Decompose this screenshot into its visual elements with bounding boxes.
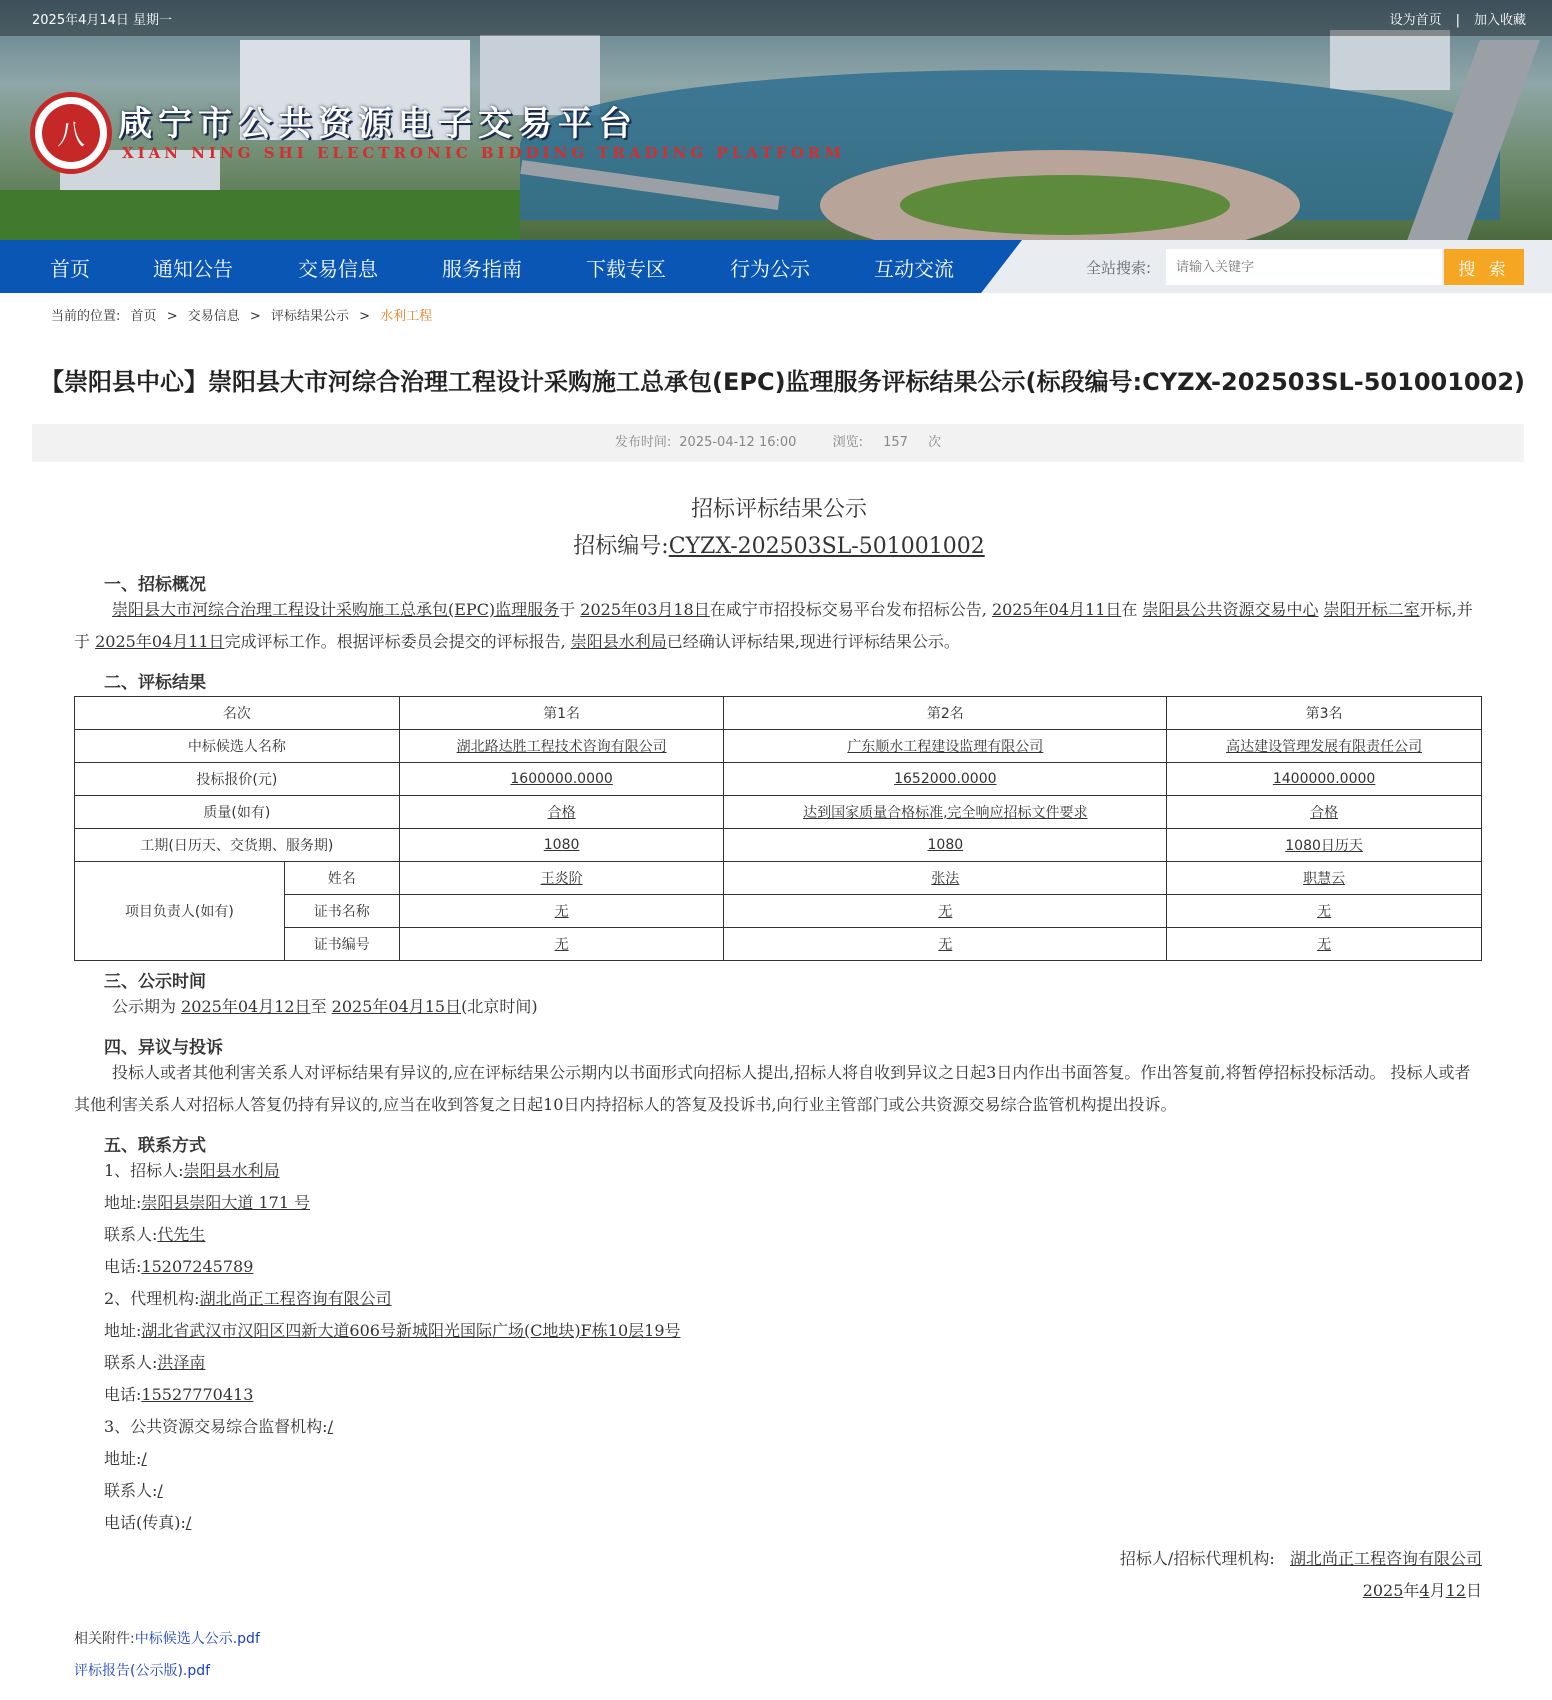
contact-label: 3、公共资源交易综合监督机构:: [104, 1417, 328, 1436]
contact-value: 15527770413: [141, 1385, 254, 1404]
breadcrumb-water-projects[interactable]: 水利工程: [380, 309, 433, 324]
table-header: 第2名: [724, 697, 1167, 730]
publish-time: 2025-04-12 16:00: [679, 435, 797, 450]
contact-label: 电话(传真):: [104, 1513, 186, 1532]
contact-label: 电话:: [104, 1385, 142, 1404]
text: 完成评标工作。根据评标委员会提交的评标报告,: [224, 632, 566, 651]
top-bar: [0, 0, 1552, 36]
set-home-link[interactable]: 设为首页: [1389, 13, 1442, 28]
top-links-separator: |: [1455, 13, 1460, 28]
doc-code-value: CYZX-202503SL-501001002: [668, 534, 985, 559]
table-row: [75, 895, 1482, 928]
table-header: 第1名: [399, 697, 724, 730]
row-label: 工期(日历天、交货期、服务期): [75, 829, 400, 862]
doc-code-label: 招标编号:: [573, 534, 669, 559]
contact-value: /: [157, 1481, 163, 1500]
nav-item-service-guide[interactable]: 服务指南: [442, 257, 522, 281]
site-logo[interactable]: [30, 92, 112, 174]
contact-label: 地址:: [104, 1193, 142, 1212]
text: 公示期为: [112, 997, 177, 1016]
section-heading: 三、公示时间: [104, 972, 206, 992]
nav-item-interaction[interactable]: 互动交流: [874, 257, 954, 281]
banner-plaza-lawn: [900, 175, 1230, 235]
doc-heading: 招标评标结果公示: [690, 497, 867, 522]
row-sublabel: 证书编号: [284, 928, 399, 961]
attachment-link-report[interactable]: 评标报告(公示版).pdf: [74, 1663, 211, 1679]
contact-label: 联系人:: [104, 1225, 158, 1244]
search-input[interactable]: [1166, 249, 1442, 285]
breadcrumb-label: 当前的位置:: [51, 309, 121, 324]
text: 在咸宁市招投标交易平台发布招标公告,: [709, 600, 987, 619]
banner-building: [1330, 30, 1450, 90]
main-nav: [0, 240, 1552, 293]
contact-line: [104, 1347, 1484, 1379]
date-month: 4: [1419, 1581, 1430, 1600]
table-cell: 1080: [724, 829, 1167, 862]
breadcrumb-eval-results[interactable]: 评标结果公示: [270, 309, 349, 324]
contact-line: [104, 1219, 1484, 1251]
results-table: [74, 696, 1482, 961]
notice-period: [74, 991, 1484, 1023]
search-button[interactable]: 搜 索: [1444, 249, 1524, 285]
contact-line: [104, 1507, 1484, 1539]
contact-line: [104, 1283, 1484, 1315]
contact-line: [104, 1443, 1484, 1475]
period-end: 2025年04月15日: [331, 997, 462, 1016]
table-header: 名次: [75, 697, 400, 730]
contact-value: 崇阳县崇阳大道 171 号: [141, 1193, 311, 1212]
open-place: 崇阳县公共资源交易中心: [1142, 600, 1319, 619]
contact-line: [104, 1379, 1484, 1411]
contact-value: /: [185, 1513, 192, 1532]
table-cell: 无: [399, 895, 724, 928]
banner-greenery: [0, 190, 520, 240]
text: 年: [1403, 1581, 1420, 1600]
table-row: [75, 829, 1482, 862]
add-favorite-link[interactable]: 加入收藏: [1473, 13, 1526, 28]
table-cell: 1080日历天: [1167, 829, 1482, 862]
text: 日: [1465, 1581, 1482, 1600]
nav-item-conduct[interactable]: 行为公示: [730, 257, 810, 281]
contact-label: 地址:: [104, 1449, 142, 1468]
signature: [74, 1543, 1484, 1607]
contact-line: [104, 1315, 1484, 1347]
row-label: 投标报价(元): [75, 763, 400, 796]
table-cell: 职慧云: [1167, 862, 1482, 895]
breadcrumb-sep: >: [166, 309, 178, 324]
contact-label: 地址:: [104, 1321, 142, 1340]
table-cell: 1600000.0000: [399, 763, 724, 796]
contact-value: 崇阳县水利局: [183, 1161, 280, 1180]
site-subtitle: XIAN NING SHI ELECTRONIC BIDDING TRADING PLATFORM: [122, 144, 845, 162]
breadcrumb-sep: >: [359, 309, 370, 324]
table-cell: 王炎阶: [399, 862, 724, 895]
views-unit: 次: [928, 435, 942, 450]
contact-label: 2、代理机构:: [104, 1289, 200, 1308]
section-heading: 二、评标结果: [104, 673, 206, 693]
contact-value: 代先生: [157, 1225, 206, 1244]
nav-item-notices[interactable]: 通知公告: [153, 257, 233, 281]
owner-name: 崇阳县水利局: [570, 632, 667, 651]
publish-label: 发布时间:: [614, 435, 672, 450]
table-cell: 1652000.0000: [724, 763, 1167, 796]
row-sublabel: 证书名称: [284, 895, 399, 928]
date-day: 12: [1445, 1581, 1466, 1600]
text: 在: [1121, 600, 1138, 619]
table-cell: 无: [724, 928, 1167, 961]
table-row: [75, 862, 1482, 895]
contact-value: /: [327, 1417, 333, 1436]
overview-paragraph: [74, 594, 1484, 658]
text: 于: [559, 600, 576, 619]
signature-org: 湖北尚正工程咨询有限公司: [1289, 1549, 1482, 1568]
contact-line: [104, 1155, 1484, 1187]
text: 至: [310, 997, 327, 1016]
section-heading: 五、联系方式: [104, 1136, 206, 1156]
date-year: 2025: [1362, 1581, 1404, 1600]
table-cell: 1080: [399, 829, 724, 862]
breadcrumb: [51, 305, 438, 324]
nav-item-home[interactable]: 首页: [50, 257, 90, 281]
announce-date: 2025年03月18日: [580, 600, 710, 619]
contact-line: [104, 1187, 1484, 1219]
table-cell: 无: [1167, 895, 1482, 928]
row-sublabel: 姓名: [284, 862, 399, 895]
contact-line: [104, 1251, 1484, 1283]
contact-label: 联系人:: [104, 1353, 158, 1372]
contact-value: 湖北省武汉市汉阳区四新大道606号新城阳光国际广场(C地块)F栋10层19号: [141, 1321, 681, 1340]
table-cell: 合格: [399, 796, 724, 829]
announcement-body: [74, 492, 1484, 1607]
attachment-row: [74, 1660, 260, 1692]
table-row: [75, 796, 1482, 829]
objection-paragraph: 投标人或者其他利害关系人对评标结果有异议的,应在评标结果公示期内以书面形式向招标人提出,招标人将自收到异议之日起3日内作出书面答复。作出答复前,将暂停招标投标活动。 投标人或者其他利害关系人对招标人答复仍持有异议的,应当在收到答复之日起10日内持招标人的答复及投诉书,向行业主管部门或公共资源交易综合监管机构提出投诉。: [74, 1063, 1471, 1114]
contact-line: [104, 1411, 1484, 1443]
table-row: [75, 697, 1482, 730]
section-heading: 四、异议与投诉: [104, 1038, 223, 1058]
open-room: 崇阳开标二室: [1323, 600, 1420, 619]
table-cell: 无: [399, 928, 724, 961]
table-header: 第3名: [1167, 697, 1482, 730]
table-cell: 1400000.0000: [1167, 763, 1482, 796]
contact-value: 洪泽南: [157, 1353, 206, 1372]
table-cell: 广东顺水工程建设监理有限公司: [724, 730, 1167, 763]
current-date: 2025年4月14日 星期一: [32, 13, 173, 28]
contact-label: 电话:: [104, 1257, 142, 1276]
search-label: 全站搜索:: [1086, 259, 1152, 277]
table-cell: 高达建设管理发展有限责任公司: [1167, 730, 1482, 763]
site-title: 咸宁市公共资源电子交易平台: [118, 104, 638, 144]
text: 月: [1429, 1581, 1446, 1600]
text: (北京时间): [461, 997, 538, 1016]
top-links: [1390, 9, 1526, 28]
attachments: [74, 1628, 260, 1692]
eval-date: 2025年04月11日: [95, 632, 225, 651]
table-cell: 合格: [1167, 796, 1482, 829]
row-label: 质量(如有): [75, 796, 400, 829]
contact-label: 联系人:: [104, 1481, 158, 1500]
table-cell: 湖北路达胜工程技术咨询有限公司: [399, 730, 724, 763]
period-start: 2025年04月12日: [181, 997, 311, 1016]
signature-label: 招标人/招标代理机构:: [1119, 1549, 1275, 1568]
breadcrumb-trade-info[interactable]: 交易信息: [187, 309, 240, 324]
contact-value: /: [141, 1449, 147, 1468]
attachment-link-candidates[interactable]: 中标候选人公示.pdf: [134, 1631, 260, 1647]
nav-item-trade-info[interactable]: 交易信息: [298, 257, 378, 281]
page-title: 【崇阳县中心】崇阳县大市河综合治理工程设计采购施工总承包(EPC)监理服务评标结果公示(标段编号:CYZX-202503SL-501001002): [40, 368, 1525, 396]
article-meta: [32, 424, 1524, 462]
contact-label: 1、招标人:: [104, 1161, 184, 1180]
signature-org-line: [74, 1543, 1482, 1575]
open-date: 2025年04月11日: [991, 600, 1122, 619]
signature-date: [74, 1575, 1482, 1607]
nav-item-downloads[interactable]: 下载专区: [586, 257, 666, 281]
section-heading: 一、招标概况: [104, 575, 206, 595]
text: 已经确认评标结果,现进行评标结果公示。: [666, 632, 960, 651]
logo-emblem: 八: [42, 104, 100, 162]
table-cell: 无: [724, 895, 1167, 928]
table-row: [75, 763, 1482, 796]
table-cell: 达到国家质量合格标准,完全响应招标文件要求: [724, 796, 1167, 829]
table-row: [75, 928, 1482, 961]
row-label: 中标候选人名称: [75, 730, 400, 763]
row-label: 项目负责人(如有): [75, 862, 285, 961]
doc-code: [74, 529, 1484, 560]
table-cell: 张法: [724, 862, 1167, 895]
table-row: [75, 730, 1482, 763]
views-label: 浏览:: [832, 435, 863, 450]
table-cell: 无: [1167, 928, 1482, 961]
contact-line: [104, 1475, 1484, 1507]
breadcrumb-sep: >: [249, 309, 261, 324]
attachments-label: 相关附件:: [74, 1631, 135, 1647]
contact-value: 湖北尚正工程咨询有限公司: [199, 1289, 392, 1308]
contact-value: 15207245789: [141, 1257, 254, 1276]
text: 开标,并于: [74, 600, 1473, 651]
project-name: 崇阳县大市河综合治理工程设计采购施工总承包(EPC)监理服务: [112, 600, 560, 619]
site-banner: [0, 0, 1552, 240]
attachment-row: [74, 1628, 260, 1660]
views-count: 157: [883, 435, 908, 450]
breadcrumb-home[interactable]: 首页: [130, 309, 157, 324]
